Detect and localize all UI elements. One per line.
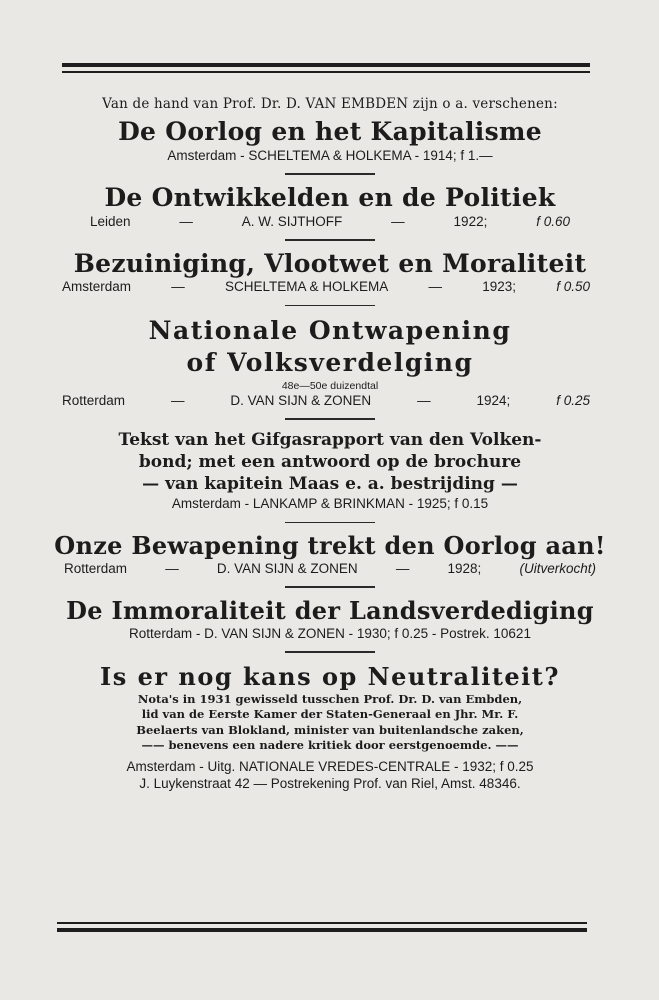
entry-publication-4: Rotterdam — D. VAN SIJN & ZONEN — 1924; f 0.25 <box>62 392 590 408</box>
separator <box>285 522 375 524</box>
note-line-2: lid van de Eerste Kamer der Staten-Generaal en Jhr. Mr. F. <box>141 707 519 722</box>
entry-text-5b: bond; met een antwoord op de brochure <box>138 452 522 473</box>
entry-title-2: De Ontwikkelden en de Politiek <box>104 182 556 212</box>
note-line-4: —— benevens een nadere kritiek door eerstgenoemde. —— <box>141 738 519 753</box>
entry-title-4b: of Volksverdelging <box>186 347 474 377</box>
entry-publication-5: Amsterdam - LANKAMP & BRINKMAN - 1925; f 0.15 <box>171 496 489 512</box>
entry-publication-8: Amsterdam - Uitg. NATIONALE VREDES-CENTRALE - 1932; f 0.25 <box>126 758 534 774</box>
entry-text-5a: Tekst van het Gifgasrapport van den Volken- <box>118 429 542 450</box>
entry-title-6: Onze Bewapening trekt den Oorlog aan! <box>54 531 606 561</box>
separator <box>285 418 375 420</box>
separator <box>285 651 375 653</box>
entry-title-4a: Nationale Ontwapening <box>148 316 512 346</box>
publications-list <box>50 96 610 793</box>
entry-text-5c: — van kapitein Maas e. a. bestrijding — <box>142 474 518 495</box>
entry-title-3: Bezuiniging, Vlootwet en Moraliteit <box>73 248 587 278</box>
bottom-double-rule <box>57 922 587 932</box>
separator <box>285 173 375 175</box>
entry-publication-6: Rotterdam — D. VAN SIJN & ZONEN — 1928; (Uitverkocht) <box>64 560 596 576</box>
edition-note: 48e—50e duizendtal <box>281 379 379 392</box>
separator <box>285 239 375 241</box>
entry-publication-2: Leiden — A. W. SIJTHOFF — 1922; f 0.60 <box>90 213 570 229</box>
entry-publication-3: Amsterdam — SCHELTEMA & HOLKEMA — 1923; f 0.50 <box>62 279 590 295</box>
entry-publication-7: Rotterdam - D. VAN SIJN & ZONEN - 1930; f 0.25 - Postrek. 10621 <box>129 625 531 641</box>
top-double-rule <box>62 63 590 73</box>
entry-publication-1: Amsterdam - SCHELTEMA & HOLKEMA - 1914; f 1.— <box>167 147 493 163</box>
entry-title-8: Is er nog kans op Neutraliteit? <box>100 661 560 691</box>
note-line-1: Nota's in 1931 gewisseld tusschen Prof. Dr. D. van Embden, <box>137 691 523 706</box>
separator <box>285 305 375 307</box>
address-line: J. Luykenstraat 42 — Postrekening Prof. van Riel, Amst. 48346. <box>139 776 521 792</box>
note-line-3: Beelaerts van Blokland, minister van buitenlandsche zaken, <box>136 722 524 737</box>
separator <box>285 586 375 588</box>
entry-title-7: De Immoraliteit der Landsverdediging <box>66 595 594 625</box>
intro-line: Van de hand van Prof. Dr. D. VAN EMBDEN zijn o a. verschenen: <box>102 96 558 112</box>
entry-title-1: De Oorlog en het Kapitalisme <box>118 117 542 146</box>
